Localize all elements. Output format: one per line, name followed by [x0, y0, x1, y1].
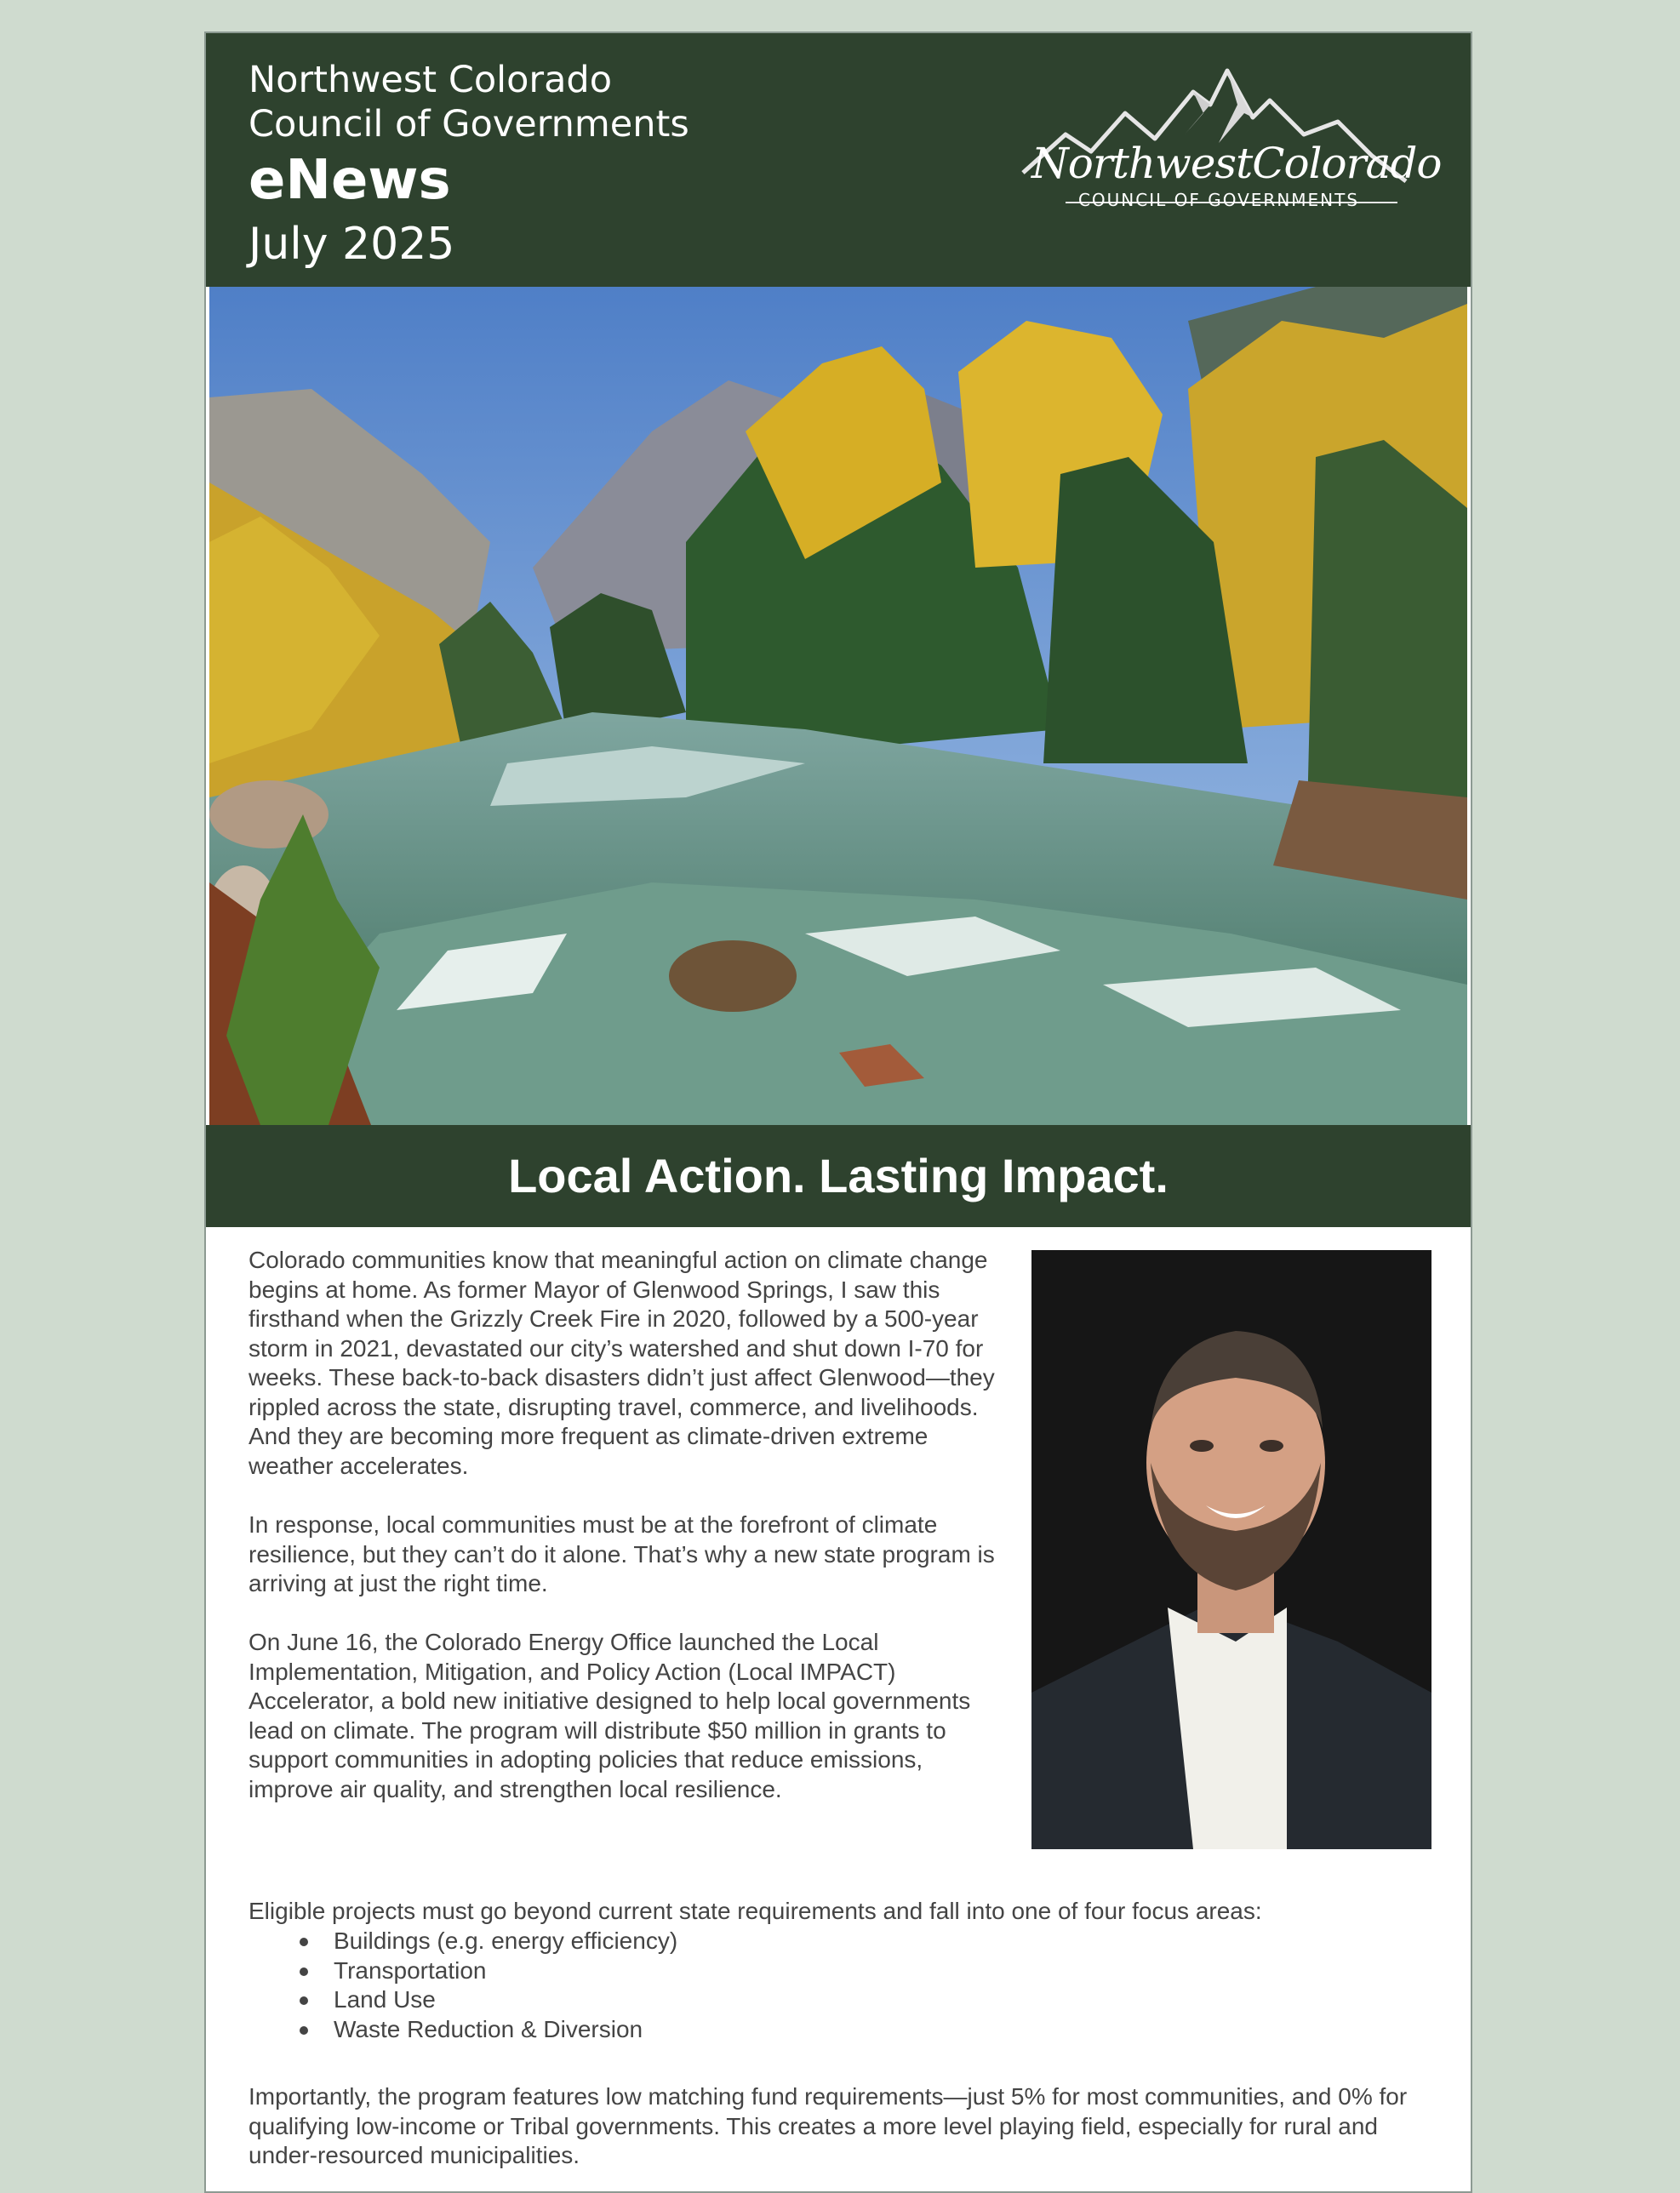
org-name-line1: Northwest Colorado [249, 59, 613, 101]
article-paragraph-1: Colorado communities know that meaningful action on climate change begins at home. As former Mayor of Glenwood Springs, I saw this firsthand when the Grizzly Creek Fire in 2020, followed by a 500-year storm in 2021, devastated our city’s watershed and shut down I-70 for weeks. These back-to-back disasters didn’t just affect Glenwood—they rippled across the state, disrupting travel, commerce, and livelihoods. And they are becoming more frequent as climate-driven extreme weather accelerates. [249, 1247, 995, 1479]
article-paragraph-4: Eligible projects must go beyond current state requirements and fall into one of four focus areas: [249, 1898, 1262, 1924]
headline-band [206, 1125, 1471, 1227]
article-paragraph-5: Importantly, the program features low matching fund requirements—just 5% for most communities, and 0% for qualifying low-income or Tribal governments. This creates a more level playing field, especially for rural and under-resourced municipalities. [249, 2083, 1408, 2168]
hero-landscape-image [209, 287, 1467, 1125]
newsletter-date: July 2025 [249, 219, 455, 270]
article-headline: Local Action. Lasting Impact. [508, 1149, 1169, 1202]
article-paragraph-2: In response, local communities must be at the forefront of climate resilience, but they can’t do it alone. That’s why a new state program is arriving at just the right time. [249, 1511, 995, 1596]
org-name-line2: Council of Governments [249, 103, 689, 146]
newsletter-page [204, 31, 1472, 2193]
list-item: Waste Reduction & Diversion [300, 2015, 677, 2045]
logo-subtext: COUNCIL OF GOVERNMENTS [1077, 190, 1360, 210]
list-item: Transportation [300, 1956, 677, 1986]
article-paragraph-3: On June 16, the Colorado Energy Office launched the Local Implementation, Mitigation, and Policy Action (Local IMPACT) Accelerator, a bold new initiative designed to help local governments lead on climate. The program will distribute $50 million in grants to support communities in adopting policies that reduce emissions, improve air quality, and strengthen local resilience. [249, 1629, 971, 1802]
focus-areas-list [300, 1927, 677, 2044]
author-portrait [1031, 1250, 1431, 1849]
list-item: Buildings (e.g. energy efficiency) [300, 1927, 677, 1956]
logo-wordmark: NorthwestColorado [1031, 139, 1442, 188]
list-item: Land Use [300, 1985, 677, 2015]
newsletter-title: eNews [249, 149, 451, 212]
nwccog-logo [1014, 54, 1442, 224]
newsletter-header [206, 33, 1471, 287]
